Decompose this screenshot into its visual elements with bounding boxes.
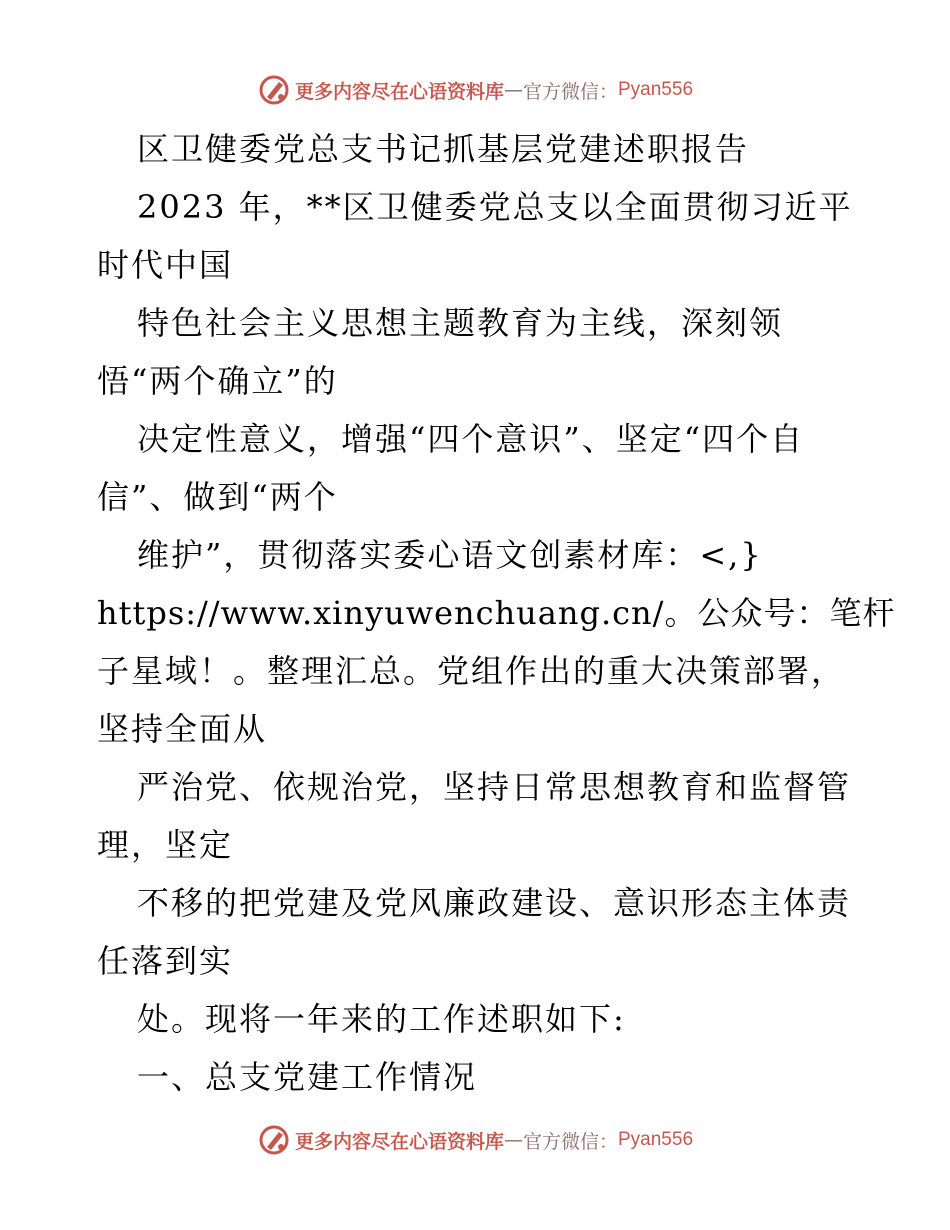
paragraph-line: 理，坚定: [97, 826, 234, 864]
watermark-dash: —: [503, 79, 523, 101]
pen-logo-icon: [257, 73, 291, 107]
paragraph-line: 悟“两个确立”的: [97, 362, 338, 400]
watermark-prefix: 更多内容尽在心语资料库: [294, 80, 504, 103]
watermark-middle: 官方微信：: [522, 1130, 618, 1153]
paragraph-line: 时代中国: [97, 246, 234, 284]
paragraph-line: 决定性意义，增强“四个意识”、坚定“四个自: [137, 420, 805, 458]
watermark-prefix: 更多内容尽在心语资料库: [294, 1130, 504, 1153]
paragraph-line: 子星域！。整理汇总。党组作出的重大决策部署，: [97, 652, 846, 690]
watermark-handle: Pyan556: [618, 79, 694, 100]
paragraph-line: 严治党、依规治党，坚持日常思想教育和监督管: [137, 768, 852, 806]
watermark-middle: 官方微信：: [522, 80, 618, 103]
header-watermark: [0, 70, 950, 110]
paragraph-line: 信”、做到“两个: [97, 478, 338, 516]
document-title: 区卫健委党总支书记抓基层党建述职报告: [137, 130, 750, 168]
paragraph-line: 坚持全面从: [97, 710, 268, 748]
watermark-handle: Pyan556: [618, 1129, 694, 1150]
document-body: [97, 120, 896, 1106]
section-heading: 一、总支党建工作情况: [137, 1058, 478, 1096]
paragraph-line: 维护”，贯彻落实委心语文创素材库：<,}: [137, 536, 763, 574]
paragraph-line: 处。现将一年来的工作述职如下:: [137, 1000, 626, 1038]
footer-watermark: [0, 1120, 950, 1160]
paragraph-line-url: https://www.xinyuwenchuang.cn/。公众号：笔杆: [97, 594, 896, 632]
watermark-dash: —: [503, 1129, 523, 1151]
paragraph-line: 不移的把党建及党风廉政建设、意识形态主体责: [137, 884, 852, 922]
paragraph-line: 2023 年，**区卫健委党总支以全面贯彻习近平: [137, 188, 853, 226]
paragraph-line: 任落到实: [97, 942, 234, 980]
pen-logo-icon: [257, 1123, 291, 1157]
paragraph-line: 特色社会主义思想主题教育为主线，深刻领: [137, 304, 784, 342]
